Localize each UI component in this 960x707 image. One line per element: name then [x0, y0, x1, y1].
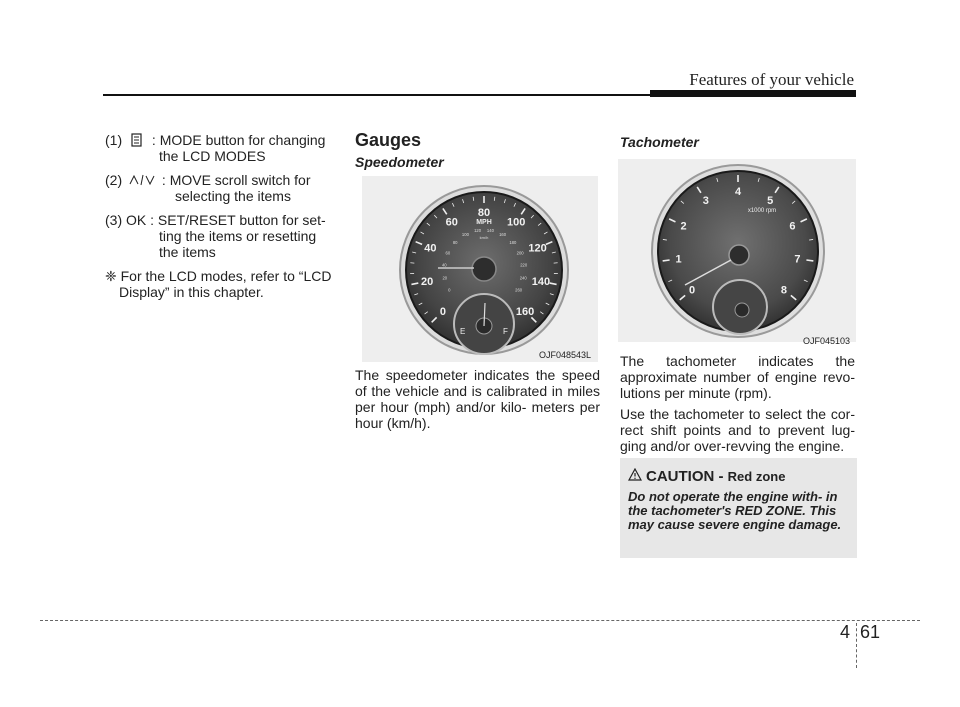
speedometer-mph-label: 160 — [515, 305, 535, 318]
speedometer-kmh-label: 100 — [461, 232, 469, 238]
item-number: (2) — [105, 172, 123, 188]
tachometer-description-2: Use the tachometer to select the cor- rect shift points and to prevent lug- ging and/or over-revving the engine. — [620, 406, 855, 454]
tachometer-label: 5 — [767, 195, 774, 208]
item-text-line1: MOVE scroll switch for — [169, 172, 311, 188]
speedometer-description: The speedometer indicates the speed of the vehicle and is calibrated in miles per hour (mph) and/or kilo- meters per hour (km/h). — [355, 367, 600, 431]
speedometer-kmh-label: 120 — [474, 228, 482, 234]
page-number: 61 — [860, 622, 881, 642]
speedometer-mph-label: 120 — [528, 242, 547, 255]
speedometer-kmh-label: 220 — [520, 262, 528, 268]
rpm-unit-label: x1000 rpm — [747, 208, 777, 214]
chapter-number: 4 — [840, 622, 851, 642]
tachometer-label: 8 — [780, 284, 788, 297]
speedometer-mph-label: 20 — [420, 276, 434, 289]
kmh-unit-label: km/h — [479, 235, 489, 240]
caution-title — [646, 468, 785, 485]
speedometer-mph-label: 0 — [439, 305, 447, 318]
speedometer-image-code: OJF048543L — [539, 350, 592, 360]
mph-unit-label: MPH — [476, 219, 492, 226]
tachometer-description-1: The tachometer indicates the approximate number of engine revo- lutions per minute (rpm). — [620, 353, 855, 401]
item-text-line2: ting the items or resetting — [159, 228, 317, 244]
warning-triangle-icon — [628, 468, 642, 486]
tachometer-label: 3 — [702, 195, 709, 208]
caution-text: Do not operate the engine with- in the tachometer's RED ZONE. This may cause severe engine damage. — [628, 489, 842, 532]
speedometer-image — [362, 176, 598, 362]
item-separator: : — [151, 132, 156, 148]
caution-subtitle: Red zone — [727, 469, 786, 484]
speedometer-kmh-label: 200 — [516, 250, 524, 256]
item-text-line1: MODE button for changing — [159, 132, 326, 148]
footer-divider — [856, 623, 857, 668]
item-text-line2: the LCD MODES — [159, 148, 266, 164]
speedometer-kmh-label: 60 — [445, 250, 451, 256]
speedometer-kmh-label: 40 — [441, 262, 447, 268]
item-text-line2: selecting the items — [175, 188, 291, 204]
caution-box — [620, 458, 857, 558]
speedometer-mph-label: 60 — [445, 216, 458, 229]
lcd-modes-note — [105, 268, 345, 300]
speedometer-mph-label: 100 — [507, 216, 526, 229]
tachometer-image-code: OJF045103 — [803, 336, 851, 346]
gauges-heading: Gauges — [355, 130, 422, 150]
fuel-full-label: F — [503, 327, 508, 336]
tachometer-label: 4 — [734, 185, 742, 198]
footer-rule — [40, 620, 920, 621]
list-item-ok — [105, 212, 345, 260]
item-separator: : — [161, 172, 166, 188]
list-item-mode — [105, 132, 345, 164]
header-tab-bar — [650, 90, 856, 97]
note-text: For the LCD modes, refer to “LCD Display” in this chapter. — [119, 268, 332, 300]
speedometer-kmh-label: 180 — [509, 239, 517, 245]
item-text-line3: the items — [159, 244, 216, 260]
speedometer-kmh-label: 20 — [442, 275, 448, 281]
speedometer-kmh-label: 260 — [515, 287, 523, 293]
item-number: (3) OK — [105, 212, 147, 228]
speedometer-kmh-label: 140 — [486, 228, 494, 234]
tachometer-label: 0 — [688, 284, 696, 297]
fuel-empty-label: E — [460, 327, 466, 336]
speedometer-kmh-label: 0 — [448, 287, 451, 293]
item-text-line1: SET/RESET button for set- — [157, 212, 326, 228]
speedometer-kmh-label: 160 — [499, 232, 507, 238]
controls-list — [105, 132, 345, 300]
tachometer-label: 7 — [794, 253, 801, 266]
tachometer-tick — [663, 260, 670, 261]
tachometer-label: 2 — [680, 220, 687, 233]
speedometer-kmh-label: 240 — [519, 275, 527, 281]
speedometer-heading: Speedometer — [355, 154, 444, 170]
tachometer-tick — [806, 260, 813, 261]
item-number: (1) — [105, 132, 123, 148]
note-symbol: ❈ — [105, 268, 117, 284]
tachometer-image — [618, 159, 856, 342]
speedometer-kmh-label: 80 — [452, 239, 458, 245]
tachometer-label: 1 — [675, 253, 682, 266]
tachometer-label: 6 — [789, 220, 796, 233]
caution-label: CAUTION - — [646, 468, 728, 485]
speedometer-mph-label: 140 — [531, 276, 551, 289]
header-title: Features of your vehicle — [689, 70, 854, 89]
tachometer-heading: Tachometer — [620, 134, 699, 150]
up-down-arrows-icon — [129, 173, 155, 185]
speedometer-mph-label: 40 — [424, 242, 437, 255]
item-separator: : — [150, 212, 155, 228]
speedometer-mph-label: 80 — [477, 206, 491, 219]
list-item-move — [105, 172, 345, 204]
lcd-mode-icon — [130, 133, 144, 147]
